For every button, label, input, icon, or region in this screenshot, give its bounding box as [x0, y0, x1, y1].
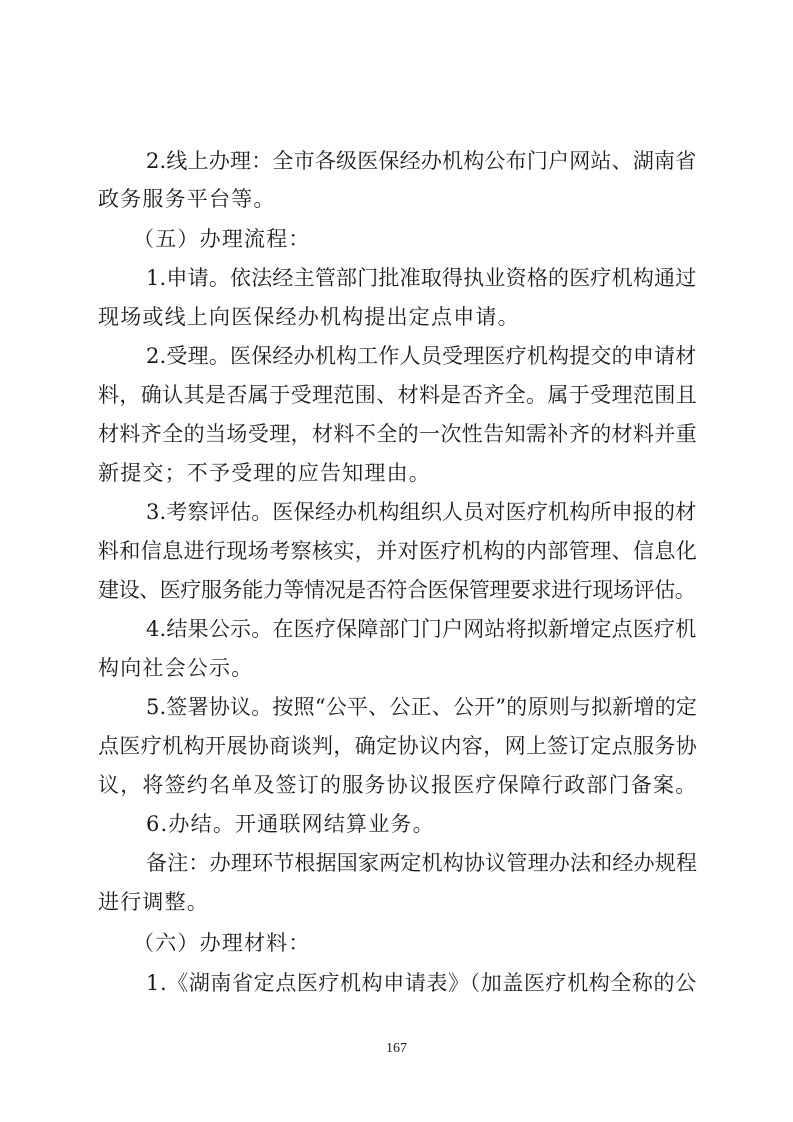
text-line: 料和信息进行现场考察核实，并对医疗机构的内部管理、信息化 [98, 539, 698, 563]
text-line: 2.受理。医保经办机构工作人员受理医疗机构提交的申请材 [146, 344, 697, 368]
text-line: 政务服务平台等。 [98, 187, 276, 211]
page-number: 167 [386, 1041, 407, 1056]
text-line: 4.结果公示。在医疗保障部门门户网站将拟新增定点医疗机 [146, 617, 697, 641]
text-line: 现场或线上向医保经办机构提出定点申请。 [98, 305, 520, 329]
text-line: 材料齐全的当场受理，材料不全的一次性告知需补齐的材料并重 [98, 422, 698, 446]
section-heading: （六）办理材料： [133, 931, 311, 955]
text-line: 构向社会公示。 [98, 656, 254, 680]
text-line: 新提交；不予受理的应告知理由。 [98, 461, 431, 485]
text-line: 点医疗机构开展协商谈判，确定协议内容，网上签订定点服务协 [98, 734, 698, 758]
text-line: 1.《湖南省定点医疗机构申请表》（加盖医疗机构全称的公 [146, 971, 697, 995]
text-line: 6.办结。开通联网结算业务。 [146, 812, 435, 836]
text-line: 建设、医疗服务能力等情况是否符合医保管理要求进行现场评估。 [98, 578, 696, 602]
text-line: 料，确认其是否属于受理范围、材料是否齐全。属于受理范围且 [98, 383, 698, 407]
note-line: 备注：办理环节根据国家两定机构协议管理办法和经办规程 [146, 851, 698, 875]
text-line: 5.签署协议。按照“公平、公正、公开”的原则与拟新增的定 [146, 695, 698, 719]
note-line: 进行调整。 [98, 890, 209, 914]
text-line: 1.申请。依法经主管部门批准取得执业资格的医疗机构通过 [146, 266, 697, 290]
section-heading: （五）办理流程： [133, 227, 311, 251]
text-line: 2.线上办理：全市各级医保经办机构公布门户网站、湖南省 [146, 149, 697, 173]
text-line: 3.考察评估。医保经办机构组织人员对医疗机构所申报的材 [146, 500, 697, 524]
text-line: 议，将签约名单及签订的服务协议报医疗保障行政部门备案。 [98, 773, 698, 797]
